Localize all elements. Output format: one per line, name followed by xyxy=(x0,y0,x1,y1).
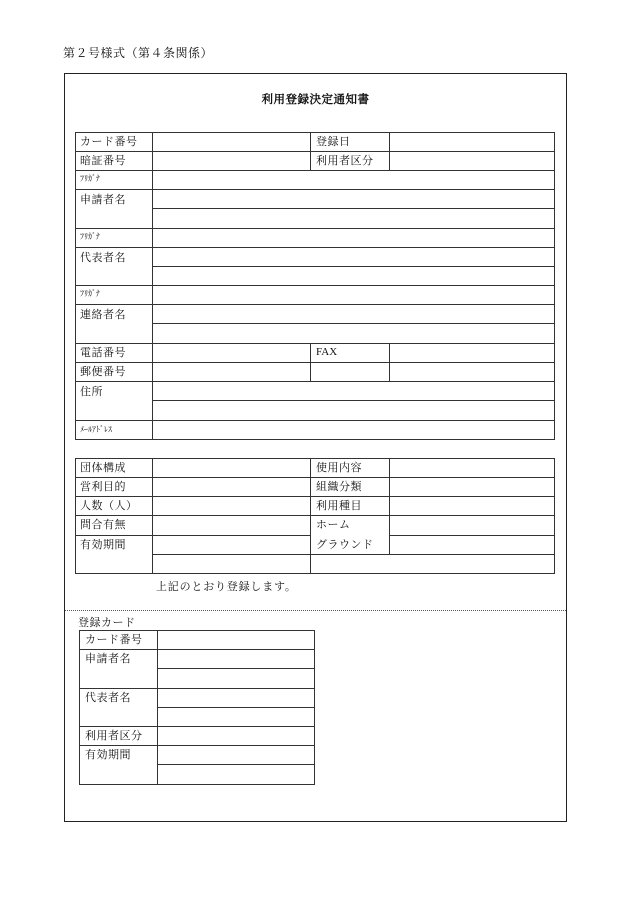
headcount-label: 人数（人） xyxy=(80,499,138,512)
group-composition-label: 団体構成 xyxy=(80,461,126,474)
document-frame xyxy=(64,73,567,822)
validity-label: 有効期間 xyxy=(80,538,126,551)
registration-date-label: 登録日 xyxy=(316,135,351,148)
email-label: ﾒｰﾙｱﾄﾞﾚｽ xyxy=(80,425,112,434)
usage-label: 使用内容 xyxy=(316,461,362,474)
form-number-label: 第２号様式（第４条関係） xyxy=(63,46,214,60)
representative-name-label: 代表者名 xyxy=(80,251,126,264)
org-type-label: 組織分類 xyxy=(316,480,362,493)
postal-code-label: 郵便番号 xyxy=(80,365,126,378)
card-representative-name-label: 代表者名 xyxy=(85,691,131,704)
profit-purpose-label: 営利目的 xyxy=(80,480,126,493)
applicant-furigana-label: ﾌﾘｶﾞﾅ xyxy=(80,174,100,183)
card-applicant-name-label: 申請者名 xyxy=(85,652,131,665)
card-title: 登録カード xyxy=(78,616,136,629)
pin-label: 暗証番号 xyxy=(80,154,126,167)
fax-label: FAX xyxy=(316,346,338,358)
address-label: 住所 xyxy=(80,385,103,398)
contact-name-label: 連絡者名 xyxy=(80,308,126,321)
use-type-label: 利用種目 xyxy=(316,499,362,512)
card-validity-label: 有効期間 xyxy=(85,748,131,761)
merged-label: 問合有無 xyxy=(80,518,126,531)
user-category-label: 利用者区分 xyxy=(316,154,374,167)
card-user-category-label: 利用者区分 xyxy=(85,729,143,742)
registration-note: 上記のとおり登録します。 xyxy=(156,580,297,593)
cut-line xyxy=(65,610,566,611)
representative-furigana-label: ﾌﾘｶﾞﾅ xyxy=(80,232,100,241)
home-label: ホーム xyxy=(316,518,351,531)
card-number-label: カード番号 xyxy=(80,135,138,148)
document-title: 利用登録決定通知書 xyxy=(261,92,370,106)
applicant-name-label: 申請者名 xyxy=(80,193,126,206)
ground-label: グラウンド xyxy=(316,538,374,551)
card-card-number-label: カード番号 xyxy=(85,633,143,646)
contact-furigana-label: ﾌﾘｶﾞﾅ xyxy=(80,289,100,298)
phone-label: 電話番号 xyxy=(80,346,126,359)
